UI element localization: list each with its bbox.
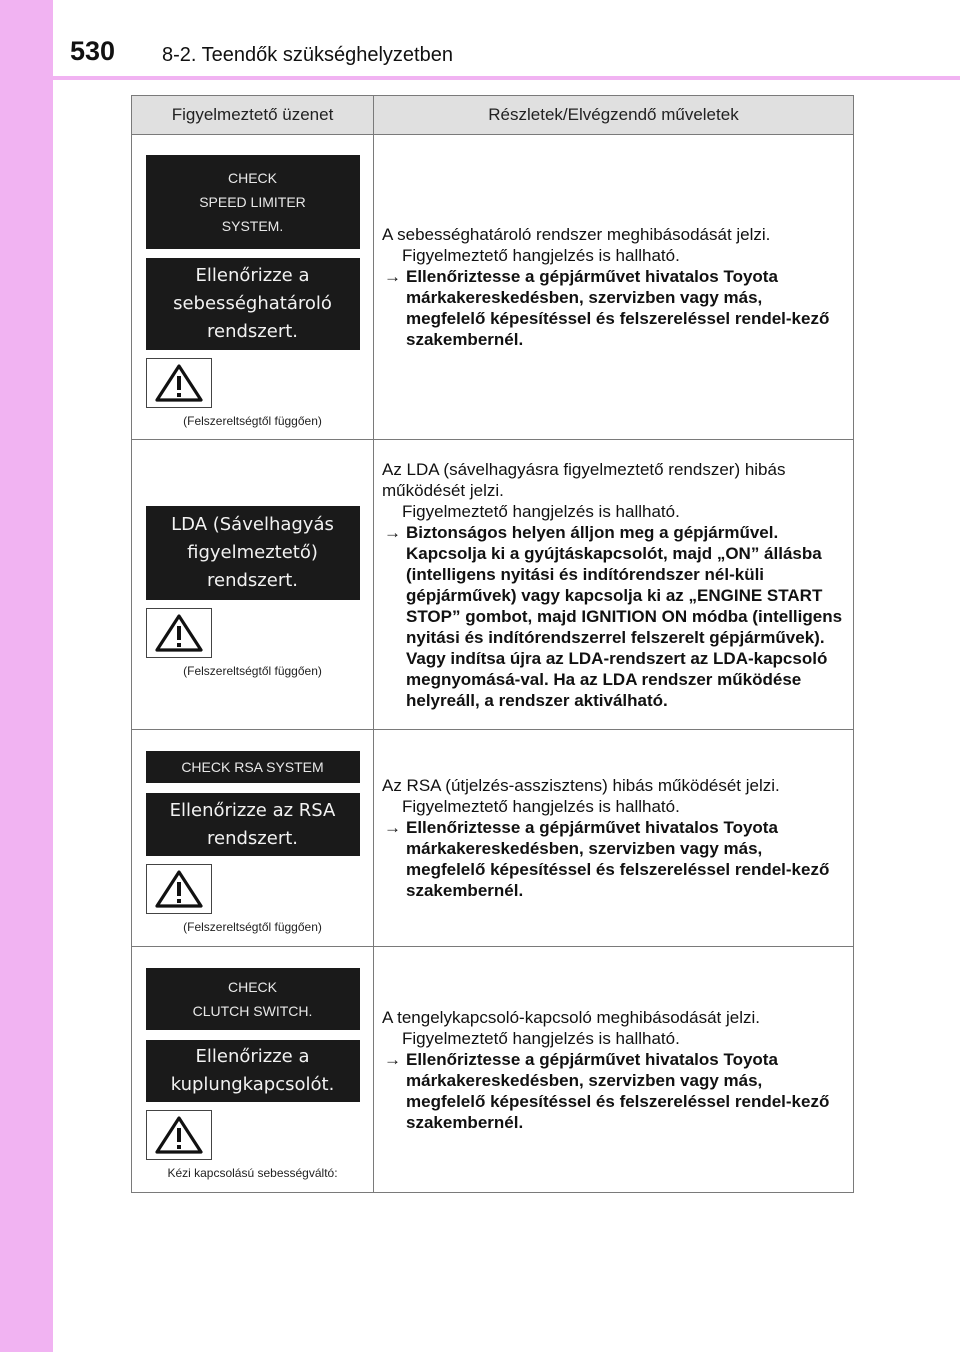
sound-note: Figyelmeztető hangjelzés is hallható. <box>402 501 680 521</box>
display-line: Ellenőrizze a <box>195 265 310 286</box>
display-hungarian <box>146 1040 360 1102</box>
sound-note: Figyelmeztető hangjelzés is hallható. <box>402 797 680 816</box>
table-row <box>132 730 854 947</box>
sound-note: Figyelmeztető hangjelzés is hallható. <box>402 1028 680 1048</box>
display-line: SYSTEM. <box>221 218 284 234</box>
table-row <box>132 135 854 440</box>
arrow-icon: → <box>384 267 401 286</box>
display-line: CHECK RSA SYSTEM <box>181 759 324 775</box>
arrow-icon: → <box>384 1049 401 1069</box>
warning-triangle-icon <box>146 1110 212 1160</box>
display-hungarian <box>146 793 360 856</box>
details-cell <box>374 440 854 730</box>
action-body: Ellenőriztesse a gépjárművet hivatalos Toyota márkakereskedésben, szervizben vagy más, megfelelő képesítéssel és felszereléssel rendel-kező szakembernél. <box>406 818 830 900</box>
display-hungarian <box>146 506 360 600</box>
display-line: kuplungkapcsolót. <box>170 1074 335 1095</box>
column-header-message: Figyelmeztető üzenet <box>132 96 374 135</box>
display-english <box>146 968 360 1030</box>
action-text <box>382 1049 843 1133</box>
equipment-note: (Felszereltségtől függően) <box>183 414 322 428</box>
description-text: A tengelykapcsoló-kapcsoló meghibásodását jelzi. <box>382 1007 761 1027</box>
warning-triangle-icon <box>146 608 212 658</box>
display-line: Ellenőrizze a <box>195 1046 310 1067</box>
equipment-note: Kézi kapcsolású sebességváltó: <box>167 1166 338 1180</box>
display-line: rendszert. <box>207 570 298 591</box>
display-line: figyelmeztető) <box>187 542 318 563</box>
header-rule <box>53 76 960 80</box>
description-text: Az LDA (sávelhagyásra figyelmeztető rendszer) hibás működését jelzi. <box>382 459 786 500</box>
action-text <box>382 817 843 901</box>
equipment-note: (Felszereltségtől függően) <box>183 920 322 934</box>
page-number: 530 <box>70 36 116 66</box>
warning-triangle-icon <box>146 864 212 914</box>
details-cell <box>374 947 854 1193</box>
column-header-details: Részletek/Elvégzendő műveletek <box>374 96 854 135</box>
warning-triangle-icon <box>146 358 212 408</box>
description-text: Az RSA (útjelzés-asszisztens) hibás működését jelzi. <box>382 776 780 795</box>
display-english <box>146 751 360 783</box>
table-row <box>132 947 854 1193</box>
display-line: rendszert. <box>207 321 298 342</box>
display-line: LDA (Sávelhagyás <box>171 514 334 535</box>
sound-note: Figyelmeztető hangjelzés is hallható. <box>402 246 680 265</box>
details-cell <box>374 135 854 440</box>
details-cell <box>374 730 854 947</box>
section-title: 8-2. Teendők szükséghelyzetben <box>162 44 453 66</box>
side-tab <box>0 0 53 1352</box>
display-english <box>146 155 360 249</box>
message-cell <box>132 135 374 440</box>
action-body: Ellenőriztesse a gépjárművet hivatalos Toyota márkakereskedésben, szervizben vagy más, megfelelő képesítéssel és felszereléssel rendel-kező szakembernél. <box>406 267 830 349</box>
arrow-icon: → <box>384 522 401 542</box>
display-line: sebességhatároló <box>173 293 332 314</box>
display-line: CHECK <box>227 979 277 995</box>
action-body: Biztonságos helyen álljon meg a gépjárművel. Kapcsolja ki a gyújtáskapcsolót, majd „ON” állásba (intelligens nyitási és indítórendszer nél-küli gépjárművek) vagy kapcsolja ki az „ENGINE START STOP” gombot, majd IGNITION ON módba (intelligens nyitási és indítórendszerrel felszerelt gépjárművek). Vagy indítsa újra az LDA-rendszert az LDA-kapcsoló megnyomásá-val. Ha az LDA rendszer működése helyreáll, a rendszer aktiválható. <box>406 522 843 710</box>
display-line: Ellenőrizze az RSA <box>169 799 336 821</box>
display-line: rendszert. <box>207 827 298 849</box>
description-text: A sebességhatároló rendszer meghibásodását jelzi. <box>382 225 771 244</box>
equipment-note: (Felszereltségtől függően) <box>183 664 322 678</box>
table-header-row <box>132 96 854 135</box>
action-text <box>382 522 843 711</box>
action-body: Ellenőriztesse a gépjárművet hivatalos Toyota márkakereskedésben, szervizben vagy más, megfelelő képesítéssel és felszereléssel rendel-kező szakembernél. <box>406 1049 830 1132</box>
display-line: SPEED LIMITER <box>199 194 306 210</box>
table-row <box>132 440 854 730</box>
message-cell <box>132 730 374 947</box>
display-line: CLUTCH SWITCH. <box>192 1003 313 1019</box>
action-text <box>382 266 843 350</box>
arrow-icon: → <box>384 818 401 837</box>
warning-message-table <box>131 95 854 1193</box>
display-hungarian <box>146 258 360 350</box>
message-cell <box>132 947 374 1193</box>
display-line: CHECK <box>227 170 277 186</box>
message-cell <box>132 440 374 730</box>
